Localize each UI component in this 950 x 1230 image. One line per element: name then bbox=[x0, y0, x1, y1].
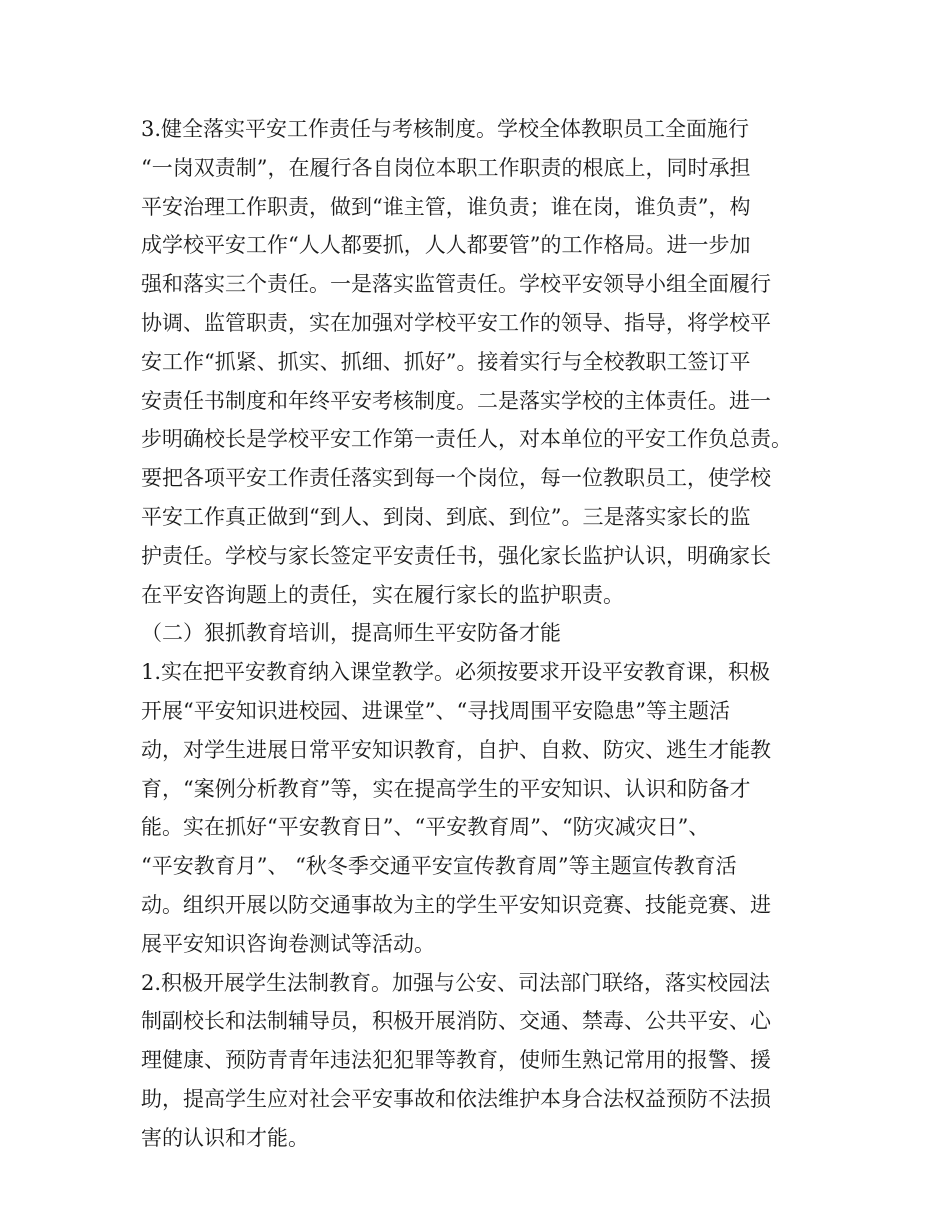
text-line: 协调、监管职责，实在加强对学校平安工作的领导、指导，将学校平 bbox=[141, 310, 771, 335]
text-line: 护责任。学校与家长签定平安责任书，强化家长监护认识，明确家长 bbox=[141, 543, 771, 568]
body-text bbox=[141, 110, 831, 1158]
text-line: 展平安知识咨询卷测试等活动。 bbox=[141, 931, 435, 956]
text-line: 平安工作真正做到“到人、到岗、到底、到位”。三是落实家长的监 bbox=[141, 504, 751, 529]
text-line: 育，“案例分析教育”等，实在提高学生的平安知识、认识和防备才 bbox=[141, 776, 751, 801]
text-line: 能。实在抓好“平安教育日”、“平安教育周”、“防灾减灾日”、 bbox=[141, 815, 710, 840]
text-line: 3.健全落实平安工作责任与考核制度。学校全体教职员工全面施行 bbox=[141, 117, 750, 141]
text-line: 成学校平安工作“人人都要抓，人人都要管”的工作格局。进一步加 bbox=[141, 233, 751, 258]
text-line: “一岗双责制”，在履行各自岗位本职工作职责的根底上，同时承担 bbox=[141, 155, 751, 180]
text-line: 步明确校长是学校平安工作第一责任人，对本单位的平安工作负总责。 bbox=[141, 427, 792, 452]
text-line: 2.积极开展学生法制教育。加强与公安、司法部门联络，落实校园法 bbox=[141, 970, 771, 995]
text-line: 要把各项平安工作责任落实到每一个岗位，每一位教职员工，使学校 bbox=[141, 466, 771, 491]
text-line: 在平安咨询题上的责任，实在履行家长的监护职责。 bbox=[141, 582, 624, 607]
text-line: 强和落实三个责任。一是落实监管责任。学校平安领导小组全面履行 bbox=[141, 272, 771, 297]
text-line: 动。组织开展以防交通事故为主的学生平安知识竞赛、技能竞赛、进 bbox=[141, 892, 771, 917]
text-line: 助，提高学生应对社会平安事故和依法维护本身合法权益预防不法损 bbox=[141, 1086, 771, 1111]
section-heading: （二）狠抓教育培训，提高师生平安防备才能 bbox=[141, 621, 561, 646]
text-line: 制副校长和法制辅导员，积极开展消防、交通、禁毒、公共平安、心 bbox=[141, 1009, 771, 1034]
text-line: 开展“平安知识进校园、进课堂”、“寻找周围平安隐患”等主题活 bbox=[141, 698, 730, 723]
text-line: “平安教育月”、 “秋冬季交通平安宣传教育周”等主题宣传教育活 bbox=[141, 854, 737, 879]
text-line: 动，对学生进展日常平安知识教育，自护、自救、防灾、逃生才能教 bbox=[141, 737, 771, 762]
text-line: 安责任书制度和年终平安考核制度。二是落实学校的主体责任。进一 bbox=[141, 388, 771, 413]
text-line: 1.实在把平安教育纳入课堂教学。必须按要求开设平安教育课，积极 bbox=[141, 660, 771, 685]
text-line: 平安治理工作职责，做到“谁主管，谁负责；谁在岗，谁负责”，构 bbox=[141, 194, 751, 219]
text-line: 害的认识和才能。 bbox=[141, 1125, 309, 1150]
text-line: 安工作“抓紧、抓实、抓细、抓好”。接着实行与全校教职工签订平 bbox=[141, 349, 751, 374]
text-line: 理健康、预防青青年违法犯犯罪等教育，使师生熟记常用的报警、援 bbox=[141, 1048, 771, 1073]
